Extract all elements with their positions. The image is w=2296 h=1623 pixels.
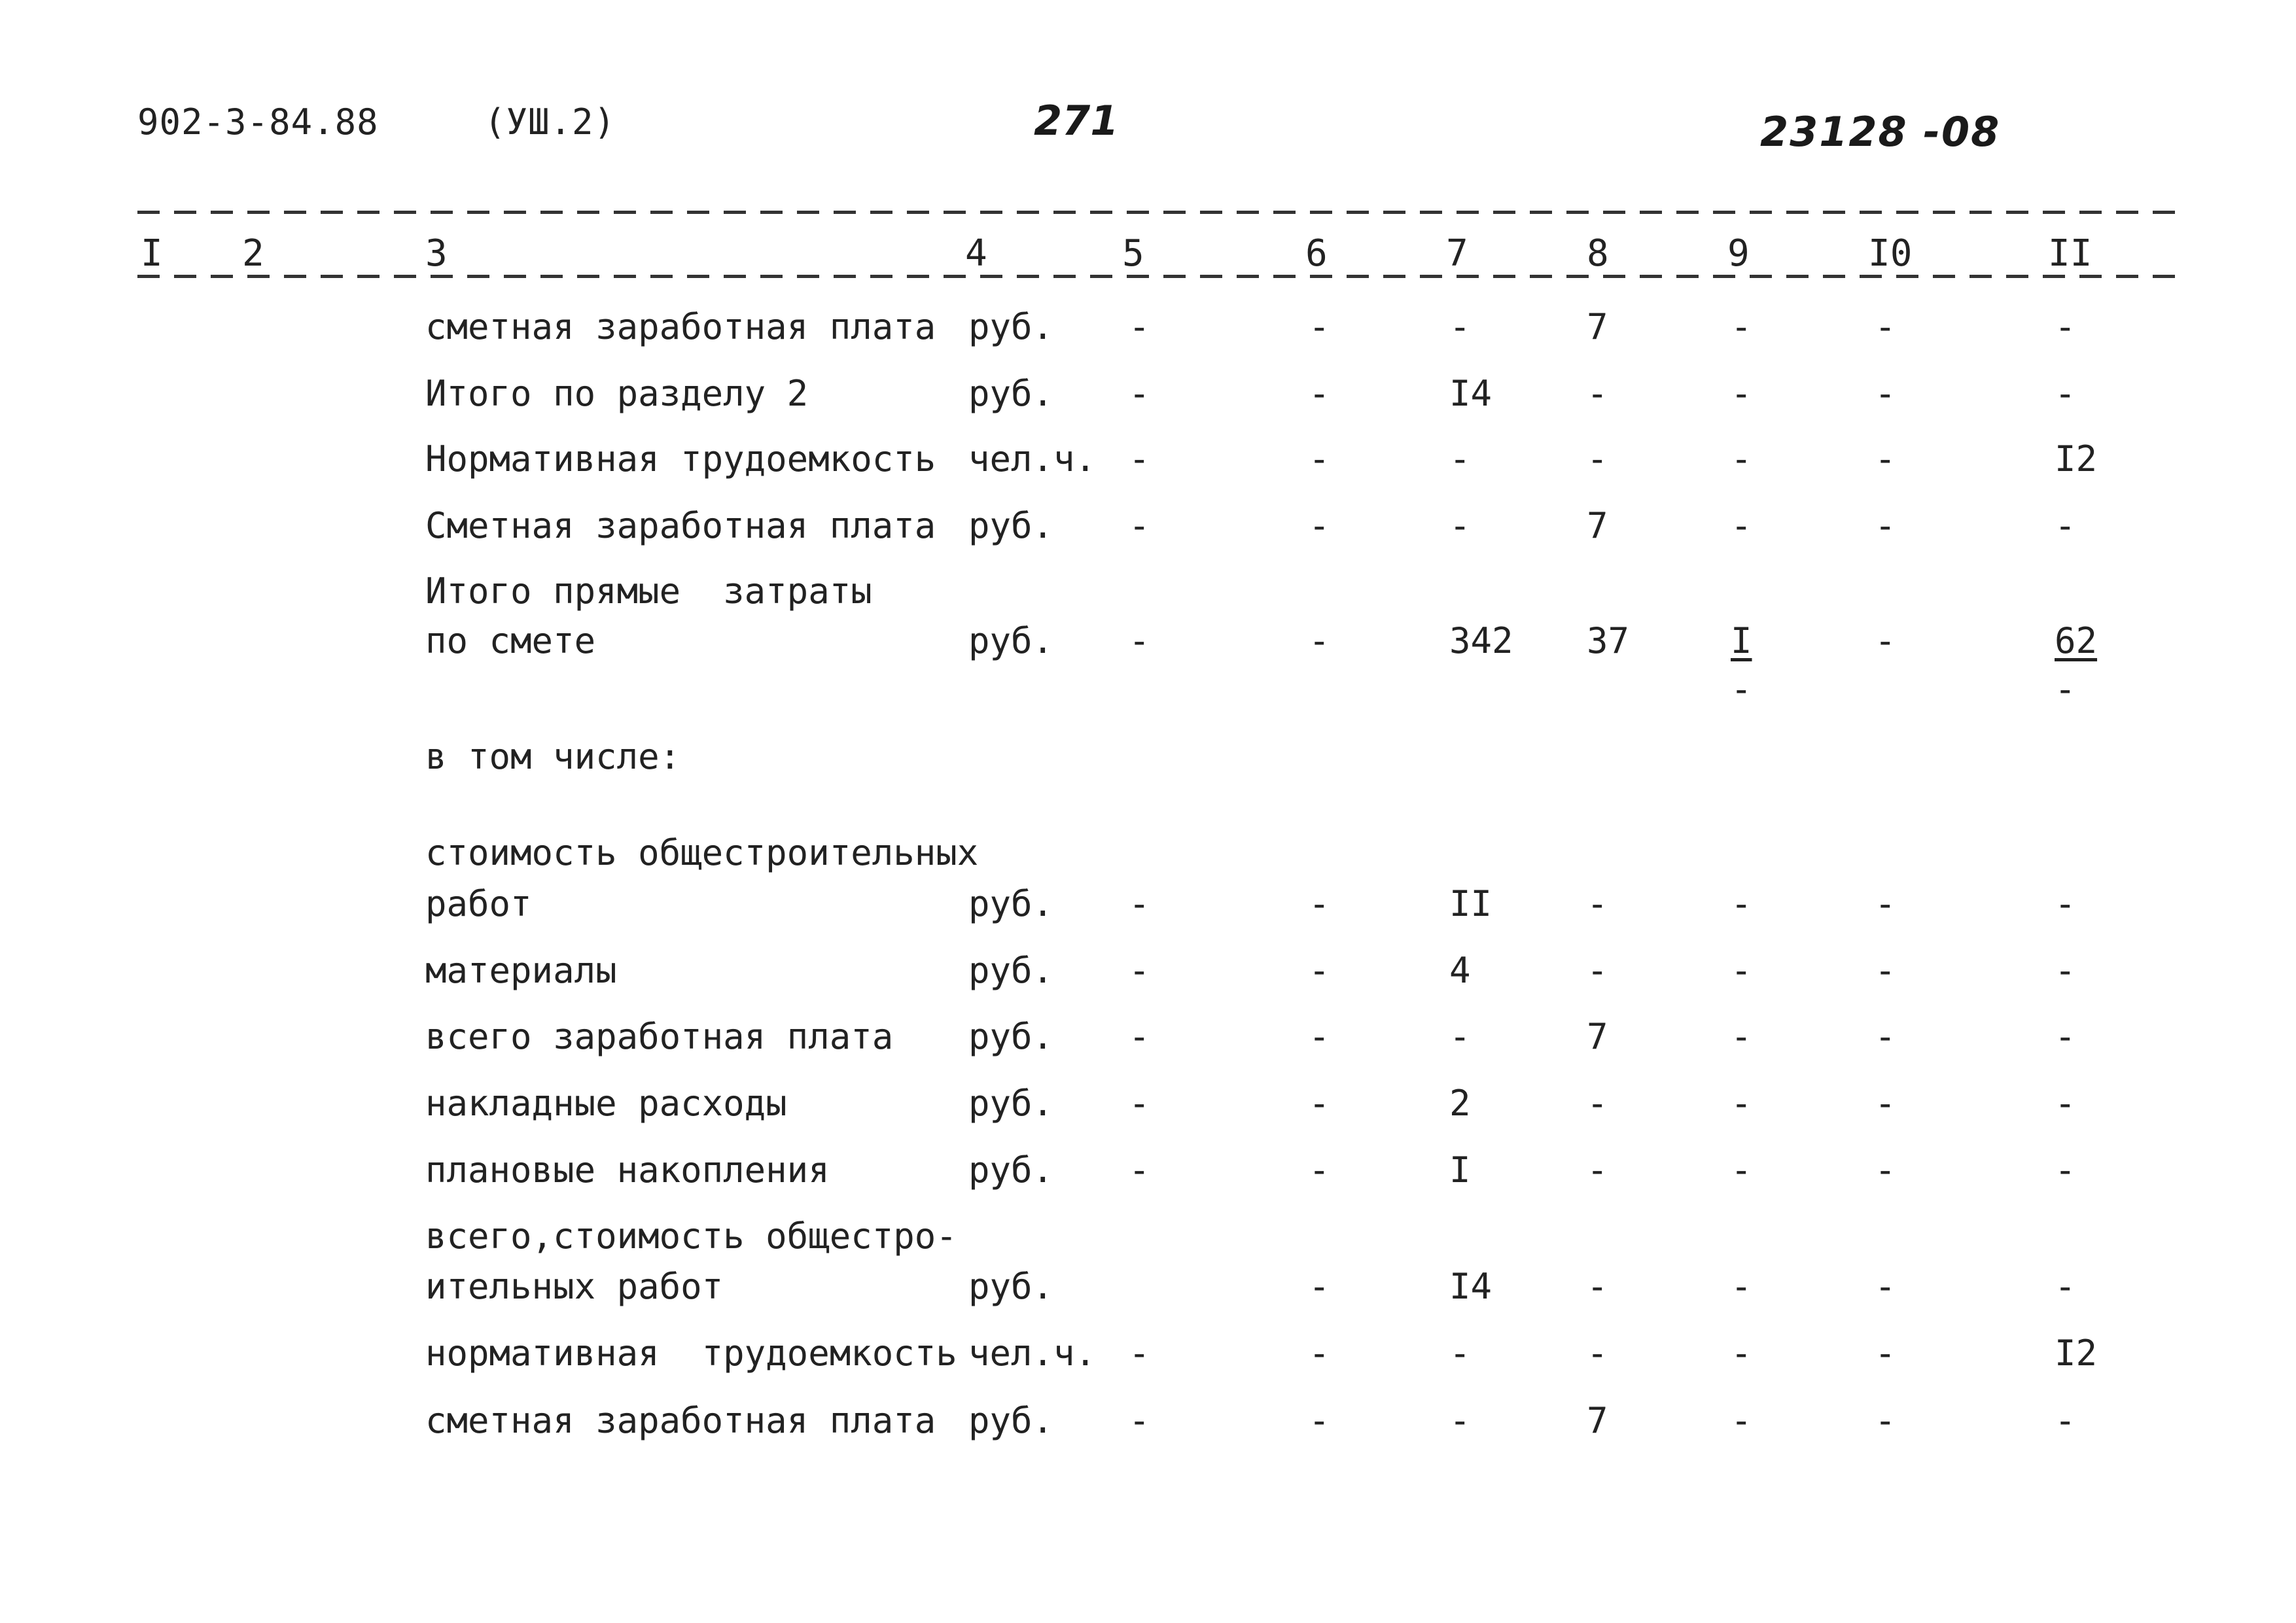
- cell-col5: -: [1129, 1149, 1150, 1191]
- cell-col10: -: [1875, 883, 1896, 924]
- table-row-section: [0, 736, 2296, 782]
- cell-col10: -: [1875, 1016, 1896, 1057]
- row-label: Сметная заработная плата: [425, 505, 936, 546]
- row-label: всего заработная плата: [425, 1016, 894, 1057]
- cell-col5: -: [1129, 620, 1150, 661]
- cell-col6: -: [1309, 306, 1330, 347]
- row-label: сметная заработная плата: [425, 306, 936, 347]
- cell-col6: -: [1309, 1016, 1330, 1057]
- cell-col5: -: [1129, 306, 1150, 347]
- cell-col6: -: [1309, 1083, 1330, 1124]
- row-unit: руб.: [968, 950, 1054, 991]
- column-number: 3: [425, 232, 448, 275]
- cell-col10: -: [1875, 1400, 1896, 1441]
- cell-col7: -: [1449, 1016, 1471, 1057]
- table-row: [0, 620, 2296, 666]
- table-row: [0, 306, 2296, 352]
- cell-col7: -: [1449, 1333, 1471, 1374]
- cell-col5: -: [1129, 505, 1150, 546]
- cell-col11: 62: [2055, 620, 2098, 661]
- cell-col6: -: [1309, 1266, 1330, 1307]
- cell-col6: -: [1309, 438, 1330, 480]
- row-unit: руб.: [968, 1400, 1054, 1441]
- cell-col10: -: [1875, 373, 1896, 414]
- cell-col6: -: [1309, 620, 1330, 661]
- cell-col11: -: [2055, 1083, 2076, 1124]
- cell-col10: -: [1875, 950, 1896, 991]
- table-row: [0, 1083, 2296, 1128]
- row-unit: руб.: [968, 1149, 1054, 1191]
- row-label: Нормативная трудоемкость: [425, 438, 936, 480]
- cell-col9: -: [1731, 1400, 1752, 1441]
- column-number: 8: [1587, 232, 1609, 275]
- table-row: [0, 1333, 2296, 1378]
- cell-col10: -: [1875, 1149, 1896, 1191]
- row-unit: руб.: [968, 306, 1054, 347]
- cell-col7: -: [1449, 505, 1471, 546]
- row-label-first-line: стоимость общестроительных: [425, 832, 979, 873]
- cell-col7: I: [1449, 1149, 1471, 1191]
- table-row: [0, 1400, 2296, 1446]
- column-number: 5: [1122, 232, 1144, 275]
- cell-col10: -: [1875, 1266, 1896, 1307]
- cell-col6: -: [1309, 373, 1330, 414]
- cell-col7: 342: [1449, 620, 1513, 661]
- row-unit: руб.: [968, 1266, 1054, 1307]
- cell-col8: 7: [1587, 1400, 1608, 1441]
- row-unit: чел.ч.: [968, 1333, 1097, 1374]
- row-label: нормативная трудоемкость: [425, 1333, 957, 1374]
- table-row: [0, 1149, 2296, 1195]
- row-label-first-line: всего,стоимость общестро-: [425, 1215, 957, 1257]
- row-unit: руб.: [968, 505, 1054, 546]
- cell-col8: -: [1587, 883, 1608, 924]
- cell-col9: -: [1731, 1016, 1752, 1057]
- cell-col6: -: [1309, 505, 1330, 546]
- cell-col8: 7: [1587, 306, 1608, 347]
- row-unit: чел.ч.: [968, 438, 1097, 480]
- header-dashed-rule: [137, 275, 2179, 278]
- cell-col9: -: [1731, 438, 1752, 480]
- cell-col6: -: [1309, 1333, 1330, 1374]
- cell-col7: -: [1449, 306, 1471, 347]
- table-row: [0, 505, 2296, 551]
- cell-col9-subvalue: -: [1731, 669, 1752, 710]
- row-label: накладные расходы: [425, 1083, 787, 1124]
- column-number: 6: [1305, 232, 1328, 275]
- table-row: [0, 883, 2296, 929]
- cell-col11: -: [2055, 883, 2076, 924]
- cell-col9: -: [1731, 373, 1752, 414]
- row-label: плановые накопления: [425, 1149, 830, 1191]
- cell-col10: -: [1875, 1333, 1896, 1374]
- cell-col6: -: [1309, 1149, 1330, 1191]
- cell-col5: -: [1129, 438, 1150, 480]
- cell-col7: I4: [1449, 373, 1492, 414]
- cell-col8: -: [1587, 1149, 1608, 1191]
- cell-col9: -: [1731, 1083, 1752, 1124]
- column-number: 2: [242, 232, 264, 275]
- document-number: 902-3-84.88: [137, 101, 379, 143]
- cell-col8: -: [1587, 1333, 1608, 1374]
- cell-col11: -: [2055, 950, 2076, 991]
- cell-col9: -: [1731, 883, 1752, 924]
- cell-col7: 2: [1449, 1083, 1471, 1124]
- row-unit: руб.: [968, 1083, 1054, 1124]
- cell-col5: -: [1129, 1083, 1150, 1124]
- cell-col8: -: [1587, 1266, 1608, 1307]
- table-row: [0, 373, 2296, 419]
- row-label: ительных работ: [425, 1266, 724, 1307]
- cell-col5: -: [1129, 373, 1150, 414]
- row-label: в том числе:: [425, 736, 681, 777]
- top-dashed-rule: [137, 211, 2179, 214]
- cell-col11: I2: [2055, 1333, 2098, 1374]
- cell-col11: -: [2055, 1149, 2076, 1191]
- column-number: I: [141, 232, 163, 275]
- cell-col8: -: [1587, 438, 1608, 480]
- document-code: 23128 -08: [1760, 108, 2001, 156]
- row-label: сметная заработная плата: [425, 1400, 936, 1441]
- cell-col11: I2: [2055, 438, 2098, 480]
- cell-col6: -: [1309, 950, 1330, 991]
- cell-col8: -: [1587, 1083, 1608, 1124]
- cell-col10: -: [1875, 620, 1896, 661]
- row-unit: руб.: [968, 1016, 1054, 1057]
- cell-col8: -: [1587, 950, 1608, 991]
- table-row: [0, 950, 2296, 996]
- cell-col9: -: [1731, 505, 1752, 546]
- row-label-first-line: Итого прямые затраты: [425, 570, 872, 612]
- cell-col8: 7: [1587, 505, 1608, 546]
- cell-col11: -: [2055, 1400, 2076, 1441]
- document-part: (УШ.2): [484, 101, 616, 143]
- cell-col6: -: [1309, 883, 1330, 924]
- column-number: II: [2048, 232, 2093, 275]
- row-unit: руб.: [968, 373, 1054, 414]
- cell-col9: -: [1731, 1266, 1752, 1307]
- cell-col11: -: [2055, 373, 2076, 414]
- cell-col10: -: [1875, 505, 1896, 546]
- cell-col5: -: [1129, 1333, 1150, 1374]
- row-label: Итого по разделу 2: [425, 373, 809, 414]
- cell-col11: -: [2055, 306, 2076, 347]
- row-unit: руб.: [968, 620, 1054, 661]
- cell-col8: -: [1587, 373, 1608, 414]
- table-row: [0, 438, 2296, 484]
- cell-col7: -: [1449, 438, 1471, 480]
- cell-col7: I4: [1449, 1266, 1492, 1307]
- cell-col10: -: [1875, 1083, 1896, 1124]
- cell-col10: -: [1875, 438, 1896, 480]
- cell-col8: 37: [1587, 620, 1630, 661]
- column-number: 9: [1727, 232, 1750, 275]
- cell-col5: -: [1129, 1400, 1150, 1441]
- cell-col11: -: [2055, 1266, 2076, 1307]
- cell-col9: I: [1731, 620, 1752, 661]
- row-label: материалы: [425, 950, 617, 991]
- cell-col7: II: [1449, 883, 1492, 924]
- cell-col9: -: [1731, 306, 1752, 347]
- table-row: [0, 1266, 2296, 1312]
- cell-col9: -: [1731, 1333, 1752, 1374]
- cell-col6: -: [1309, 1400, 1330, 1441]
- cell-col9: -: [1731, 950, 1752, 991]
- cell-col11: -: [2055, 1016, 2076, 1057]
- cell-col11-subvalue: -: [2055, 669, 2076, 710]
- column-number: 7: [1446, 232, 1468, 275]
- cell-col7: -: [1449, 1400, 1471, 1441]
- cell-col8: 7: [1587, 1016, 1608, 1057]
- cell-col9: -: [1731, 1149, 1752, 1191]
- cell-col11: -: [2055, 505, 2076, 546]
- row-label: работ: [425, 883, 532, 924]
- cell-col5: -: [1129, 950, 1150, 991]
- column-number: 4: [965, 232, 987, 275]
- row-unit: руб.: [968, 883, 1054, 924]
- row-label: по смете: [425, 620, 596, 661]
- cell-col10: -: [1875, 306, 1896, 347]
- cell-col5: -: [1129, 883, 1150, 924]
- page-number: 271: [1034, 97, 1119, 145]
- column-number: I0: [1868, 232, 1913, 275]
- cell-col7: 4: [1449, 950, 1471, 991]
- table-row: [0, 1016, 2296, 1062]
- cell-col5: -: [1129, 1016, 1150, 1057]
